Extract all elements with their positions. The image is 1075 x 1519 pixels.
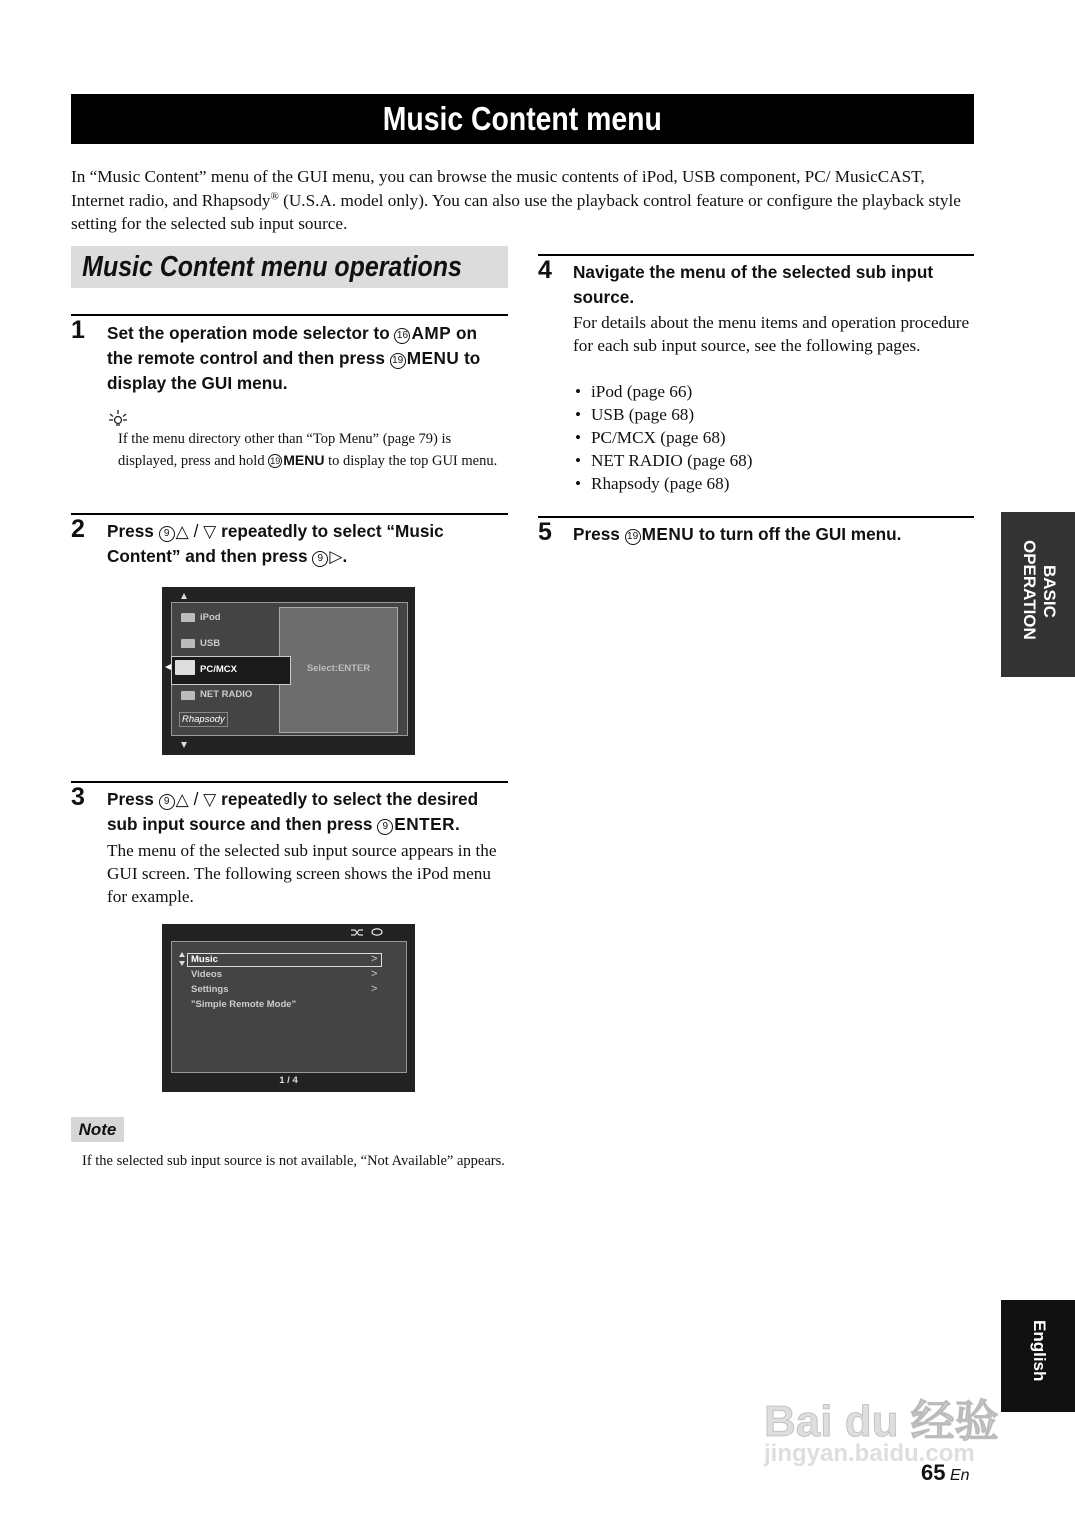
gui-item-settings[interactable]: Settings xyxy=(191,984,229,995)
step2-title xyxy=(107,519,507,569)
shuffle-icon xyxy=(350,928,364,937)
tip-key-19-icon: 19 xyxy=(270,456,281,466)
step4-body: For details about the menu items and operation procedure for each sub input source, see the following pages. xyxy=(573,313,970,355)
step2-text-c: . xyxy=(342,546,348,566)
page-number-value: 65 xyxy=(921,1460,946,1485)
chevron-right-icon: > xyxy=(371,968,378,980)
step3-title xyxy=(107,787,507,837)
gui-item-music[interactable]: Music xyxy=(191,954,218,965)
tip-lightbulb-icon xyxy=(107,408,129,428)
step5-title xyxy=(573,522,973,547)
note-label: Note xyxy=(71,1117,124,1142)
page-title xyxy=(71,94,974,144)
enter-key-label: ENTER xyxy=(394,814,456,834)
key-16-icon: 16 xyxy=(394,328,410,344)
registered-mark: ® xyxy=(270,189,279,202)
key-9-icon: 9 xyxy=(159,526,175,542)
step5-rule xyxy=(538,516,974,518)
page-language: En xyxy=(949,1467,970,1484)
gui-item-simple-remote[interactable]: "Simple Remote Mode" xyxy=(191,999,297,1010)
step1-tip xyxy=(118,429,510,472)
list-item: • Rhapsody (page 68) xyxy=(573,472,973,495)
step1-text-c: to display the GUI menu. xyxy=(107,348,481,393)
chevron-right-icon: > xyxy=(371,953,378,965)
gui-item-rhapsody[interactable]: Rhapsody xyxy=(179,712,228,727)
gui-info-panel xyxy=(279,607,398,733)
baidu-watermark: Bai du 经验 xyxy=(764,1397,999,1446)
note-text: If the selected sub input source is not available, “Not Available” appears. xyxy=(82,1153,505,1169)
step3-number: 3 xyxy=(71,783,85,811)
page-title-text: Music Content menu xyxy=(382,100,663,137)
key-9-icon: 9 xyxy=(159,794,175,810)
side-tab-english[interactable] xyxy=(1001,1300,1075,1412)
list-item: • PC/MCX (page 68) xyxy=(573,426,973,449)
step2-rule xyxy=(71,513,508,515)
key-19-icon: 19 xyxy=(390,353,406,369)
intro-part1: In “Music Content” menu of the GUI menu, you can browse the music contents of iPod, USB component, PC/ MusicCAST, Internet radio, and Rhapsody xyxy=(71,167,925,210)
side-tab-operation-text: OPERATION xyxy=(1020,540,1039,640)
intro-paragraph xyxy=(71,165,976,236)
list-item: • iPod (page 66) xyxy=(573,380,973,403)
step5-text-b: to turn off the GUI menu. xyxy=(694,524,902,544)
step5-text-a: Press xyxy=(573,524,625,544)
menu-key-label: MENU xyxy=(406,348,460,368)
selected-arrow-icon xyxy=(164,663,172,671)
usb-icon xyxy=(181,639,195,648)
gui-frame xyxy=(171,602,408,736)
step3-body: The menu of the selected sub input source appears in the GUI screen. The following screen shows the iPod menu for example. xyxy=(107,841,497,906)
tip-menu-key-label: MENU xyxy=(283,452,325,468)
gui-screen-ipod-menu xyxy=(162,924,415,1092)
step1-text-a: Set the operation mode selector to xyxy=(107,323,395,343)
page-indicator: 1 / 4 xyxy=(279,1075,298,1086)
select-enter-hint: Select:ENTER xyxy=(306,663,371,674)
baidu-watermark-url: jingyan.baidu.com xyxy=(764,1440,975,1467)
step4-rule xyxy=(538,254,974,256)
step3-text-a: Press xyxy=(107,789,159,809)
scroll-down-icon xyxy=(180,741,188,749)
step4-title: Navigate the menu of the selected sub input source. xyxy=(573,262,934,307)
cursor-right-icon: ▷ xyxy=(329,546,343,566)
step1-number: 1 xyxy=(71,316,85,344)
step2-number: 2 xyxy=(71,515,85,543)
ipod-icon xyxy=(181,613,195,622)
step2-text-a: Press xyxy=(107,521,159,541)
side-tab-basic-text: BASIC xyxy=(1040,565,1059,618)
menu-key-label: MENU xyxy=(641,524,695,544)
step1-text-b: on the remote control and then press xyxy=(107,323,477,368)
step1-rule xyxy=(71,314,508,316)
step3-rule xyxy=(71,781,508,783)
gui-item-pc-mcx[interactable]: PC/MCX xyxy=(200,664,237,675)
intro-part2: (U.S.A. model only). You can also use the playback control feature or configure the playback style setting for the selected sub input source. xyxy=(71,190,961,233)
key-9-icon: 9 xyxy=(312,551,328,567)
step1-title xyxy=(107,321,507,396)
gui-item-net-radio[interactable]: NET RADIO xyxy=(200,689,253,700)
cursor-up-down-icon: △ / ▽ xyxy=(175,789,217,809)
pc-mcx-icon xyxy=(175,660,195,675)
step4-number: 4 xyxy=(538,256,552,284)
step3-text-b: repeatedly to select the desired sub input source and then press xyxy=(107,789,479,834)
step2-text-b: repeatedly to select “Music Content” and then press xyxy=(107,521,444,566)
page-number xyxy=(921,1460,970,1486)
list-item: • NET RADIO (page 68) xyxy=(573,449,973,472)
key-19-icon: 19 xyxy=(625,529,641,545)
side-tab-english-text: English xyxy=(1030,1320,1049,1382)
chevron-right-icon: > xyxy=(371,983,378,995)
updown-icon xyxy=(179,952,185,966)
step5-number: 5 xyxy=(538,518,552,546)
tip-text-b: to display the top GUI menu. xyxy=(324,453,498,469)
cursor-up-down-icon: △ / ▽ xyxy=(175,521,217,541)
net-radio-icon xyxy=(181,691,195,700)
gui-item-ipod[interactable]: iPod xyxy=(200,612,221,623)
step3-text-c: . xyxy=(455,814,460,834)
gui-item-videos[interactable]: Videos xyxy=(191,969,222,980)
gui-screen-music-content xyxy=(162,587,415,755)
section-heading xyxy=(71,246,508,288)
scroll-up-icon xyxy=(180,592,188,600)
tip-text-a: If the menu directory other than “Top Menu” (page 79) is displayed, press and hold xyxy=(118,431,452,469)
page-reference-list xyxy=(573,380,973,495)
section-heading-text: Music Content menu operations xyxy=(82,250,462,283)
gui-frame xyxy=(171,941,407,1073)
repeat-icon xyxy=(370,927,384,937)
list-item: • USB (page 68) xyxy=(573,403,973,426)
key-9-icon: 9 xyxy=(377,819,393,835)
gui-item-usb[interactable]: USB xyxy=(200,638,221,649)
amp-key-label: AMP xyxy=(411,323,452,343)
side-tab-basic-operation[interactable] xyxy=(1001,512,1075,677)
